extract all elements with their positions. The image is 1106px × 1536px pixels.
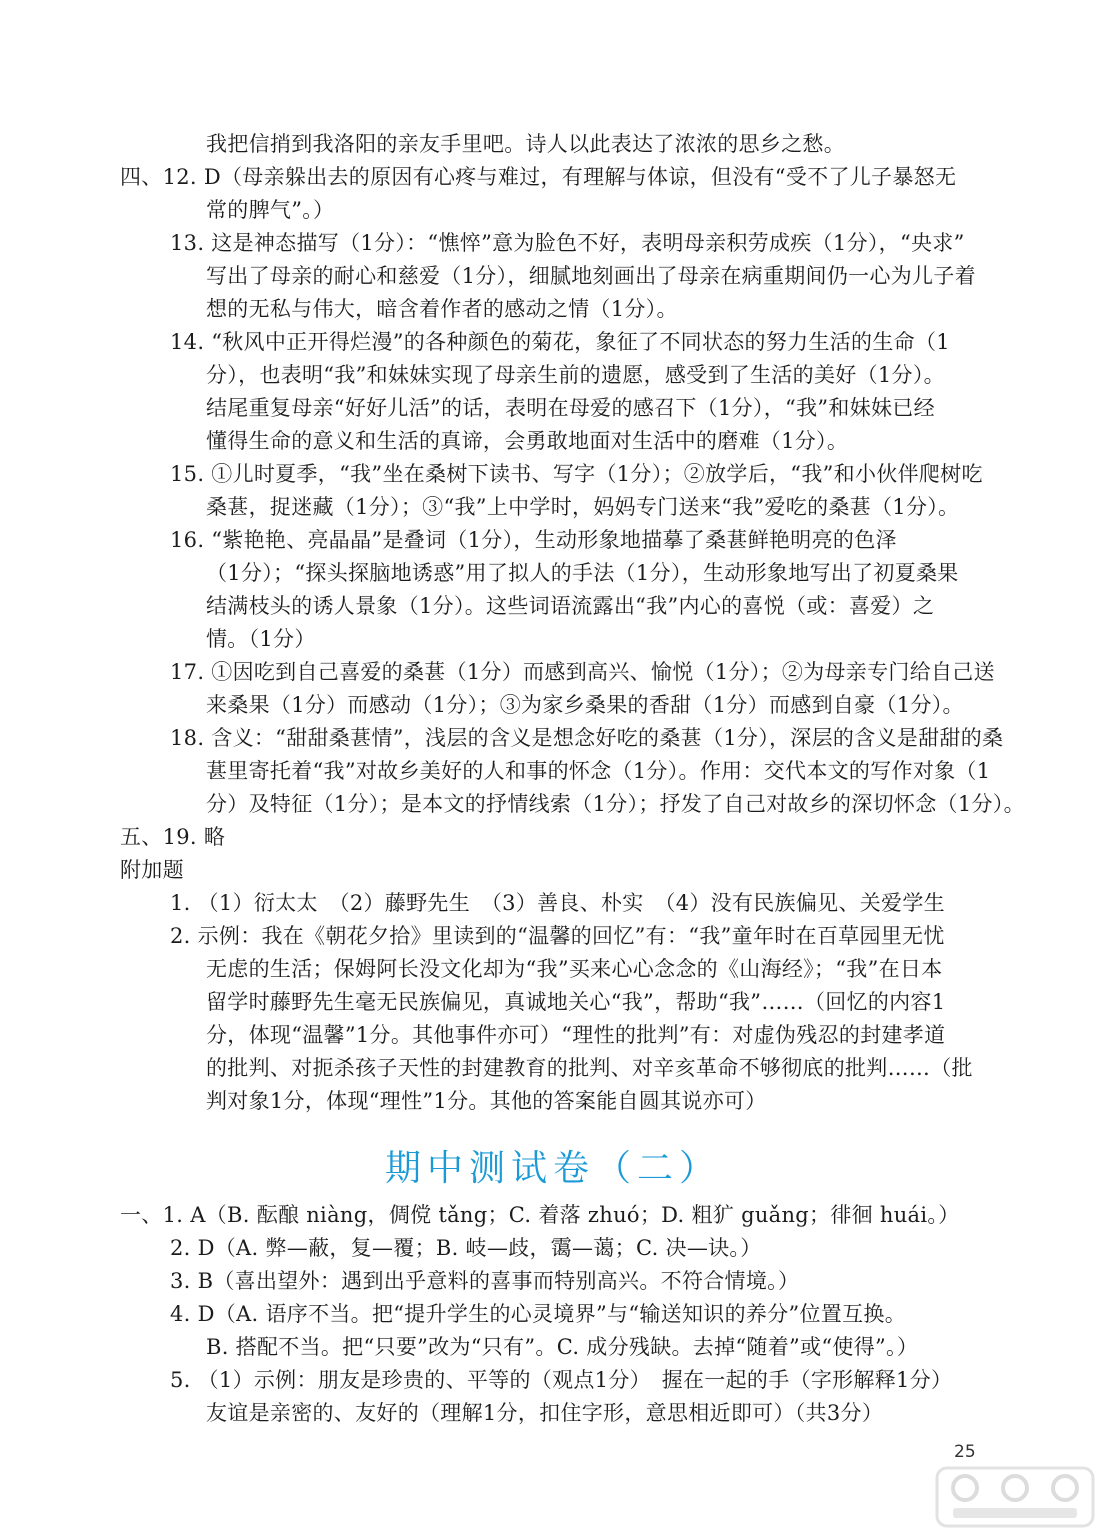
text-line: 五、19. 略 (120, 825, 226, 849)
section-title: 期中测试卷（二） (384, 1148, 721, 1189)
text-line: 留学时藤野先生毫无民族偏见，真诚地关心“我”，帮助“我”……（回忆的内容1 (206, 990, 946, 1014)
text-line: （1分）；“探头探脑地诱惑”用了拟人的手法（1分），生动形象地写出了初夏桑果 (206, 561, 959, 585)
watermark-logo (935, 1466, 1095, 1528)
text-line: 14. “秋风中正开得烂漫”的各种颜色的菊花，象征了不同状态的努力生活的生命（1 (170, 330, 950, 354)
text-line: 15. ①儿时夏季，“我”坐在桑树下读书、写字（1分）；②放学后，“我”和小伙伴爬树吃 (170, 462, 983, 486)
text-line: 常的脾气”。） (206, 198, 335, 222)
text-line: 18. 含义：“甜甜桑葚情”，浅层的含义是想念好吃的桑葚（1分），深层的含义是甜甜的桑 (170, 726, 1004, 750)
text-line: 分）及特征（1分）；是本文的抒情线索（1分）；抒发了自己对故乡的深切怀念（1分）。 (206, 792, 1025, 816)
text-line: 情。（1分） (206, 627, 316, 651)
text-line: 4. D（A. 语序不当。把“提升学生的心灵境界”与“输送知识的养分”位置互换。 (170, 1302, 907, 1326)
text-line: 判对象1分，体现“理性”1分。其他的答案能自圆其说亦可） (206, 1089, 767, 1113)
text-line: 分），也表明“我”和妹妹实现了母亲生前的遗愿，感受到了生活的美好（1分）。 (206, 363, 945, 387)
text-line: 结尾重复母亲“好好儿活”的话，表明在母爱的感召下（1分），“我”和妹妹已经 (206, 396, 935, 420)
text-line: 写出了母亲的耐心和慈爱（1分），细腻地刻画出了母亲在病重期间仍一心为儿子着 (206, 264, 976, 288)
text-line: 友谊是亲密的、友好的（理解1分，扣住字形，意思相近即可）（共3分） (206, 1401, 884, 1425)
text-line: 我把信捎到我洛阳的亲友手里吧。诗人以此表达了浓浓的思乡之愁。 (206, 132, 845, 156)
text-line: 16. “紫艳艳、亮晶晶”是叠词（1分），生动形象地描摹了桑葚鲜艳明亮的色泽 (170, 528, 897, 552)
text-line: 3. B（喜出望外：遇到出乎意料的喜事而特别高兴。不符合情境。） (170, 1269, 800, 1293)
text-line: 无虑的生活；保姆阿长没文化却为“我”买来心心念念的《山海经》；“我”在日本 (206, 957, 943, 981)
text-line: B. 搭配不当。把“只要”改为“只有”。C. 成分残缺。去掉“随着”或“使得”。） (206, 1335, 919, 1359)
text-line: 四、12. D（母亲躲出去的原因有心疼与难过，有理解与体谅，但没有“受不了儿子暴怒无 (120, 165, 957, 189)
page-number: 25 (954, 1442, 976, 1462)
text-line: 来桑果（1分）而感动（1分）；③为家乡桑果的香甜（1分）而感到自豪（1分）。 (206, 693, 964, 717)
text-line: 附加题 (120, 858, 184, 882)
text-line: 葚里寄托着“我”对故乡美好的人和事的怀念（1分）。作用：交代本文的写作对象（1 (206, 759, 991, 783)
text-line: 分，体现“温馨”1分。其他事件亦可）“理性的批判”有：对虚伪残忍的封建孝道 (206, 1023, 946, 1047)
text-line: 懂得生命的意义和生活的真谛，会勇敢地面对生活中的磨难（1分）。 (206, 429, 849, 453)
text-line: 5. （1）示例：朋友是珍贵的、平等的（观点1分） 握在一起的手（字形解释1分） (170, 1368, 953, 1392)
text-line: 1. （1）衍太太 （2）藤野先生 （3）善良、朴实 （4）没有民族偏见、关爱学生 (170, 891, 945, 915)
text-line: 2. 示例：我在《朝花夕拾》里读到的“温馨的回忆”有：“我”童年时在百草园里无忧 (170, 924, 945, 948)
text-line: 结满枝头的诱人景象（1分）。这些词语流露出“我”内心的喜悦（或：喜爱）之 (206, 594, 935, 618)
text-line: 的批判、对扼杀孩子天性的封建教育的批判、对辛亥革命不够彻底的批判……（批 (206, 1056, 973, 1080)
text-line: 桑葚，捉迷藏（1分）；③“我”上中学时，妈妈专门送来“我”爱吃的桑葚（1分）。 (206, 495, 960, 519)
text-line: 13. 这是神态描写（1分）：“憔悴”意为脸色不好，表明母亲积劳成疾（1分），“央求” (170, 231, 965, 255)
text-line: 想的无私与伟大，暗含着作者的感动之情（1分）。 (206, 297, 678, 321)
text-line: 2. D（A. 弊—蔽，复—覆；B. 岐—歧，霭—蔼；C. 决—诀。） (170, 1236, 762, 1260)
text-line: 17. ①因吃到自己喜爱的桑葚（1分）而感到高兴、愉悦（1分）；②为母亲专门给自己送 (170, 660, 995, 684)
text-line: 一、1. A（B. 酝酿 niàng，倜傥 tǎng；C. 着落 zhuó；D. 粗犷 guǎng；徘徊 huái。） (120, 1203, 960, 1227)
